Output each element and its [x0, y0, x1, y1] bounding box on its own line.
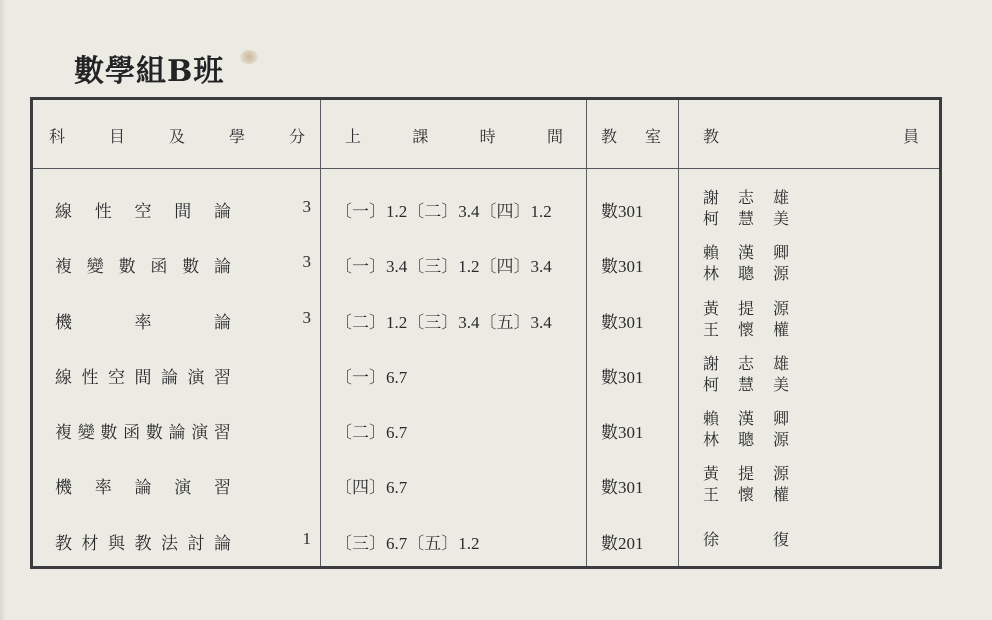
header-char: 員: [902, 127, 919, 146]
teacher-name: [703, 208, 789, 229]
table-row: [33, 408, 939, 448]
subject-char: 習: [213, 423, 231, 443]
subject-name: [55, 308, 231, 333]
subject-char: 與: [108, 534, 125, 554]
subject-char: 率: [134, 313, 152, 333]
subject-char: 空: [108, 368, 125, 388]
teacher-char: 權: [772, 485, 789, 504]
subject-char: 率: [94, 478, 112, 498]
table-row: [33, 463, 939, 503]
credit-value: 3: [302, 308, 311, 327]
class-schedule: 〔一〕6.7: [335, 368, 408, 387]
teacher-char: 聰: [737, 430, 754, 449]
subject-char: 機: [55, 478, 72, 498]
class-schedule: 〔三〕6.7〔五〕1.2: [335, 534, 480, 553]
teacher-char: 謝: [703, 188, 720, 207]
header-room: [601, 124, 661, 147]
table-row: [33, 353, 939, 393]
subject-char: 間: [174, 202, 192, 222]
subject-char: 材: [81, 534, 99, 554]
teacher-char: 源: [772, 430, 789, 449]
subject-name: [55, 197, 231, 222]
teacher-char: 賴: [703, 243, 720, 262]
teacher-char: 慧: [737, 375, 754, 394]
teacher-char: 權: [772, 320, 789, 339]
class-schedule: 〔四〕6.7: [335, 478, 408, 497]
credit-value: 3: [302, 252, 311, 271]
classroom: 數301: [601, 313, 644, 332]
teacher-char: 柯: [703, 209, 720, 228]
teacher-name: [703, 353, 789, 374]
class-schedule: 〔二〕1.2〔三〕3.4〔五〕3.4: [335, 313, 552, 332]
subject-char: 空: [134, 202, 152, 222]
teacher-list: [703, 187, 789, 229]
table-row: [33, 298, 939, 338]
subject-char: 論: [214, 313, 231, 333]
classroom: 數301: [601, 368, 644, 387]
teacher-name: [703, 429, 789, 450]
header-char: 時: [479, 127, 496, 146]
header-divider: [33, 168, 939, 169]
course-table: [30, 97, 942, 569]
subject-char: 間: [134, 368, 152, 388]
header-char: 分: [288, 127, 305, 146]
teacher-name: [703, 263, 789, 284]
subject-char: 論: [214, 202, 231, 222]
subject-name: [55, 363, 231, 388]
teacher-char: 謝: [703, 354, 720, 373]
subject-char: 論: [214, 534, 231, 554]
header-char: 課: [412, 127, 429, 146]
teacher-list: [703, 408, 789, 450]
teacher-char: 復: [772, 530, 789, 549]
teacher-list: [703, 353, 789, 395]
subject-char: 性: [94, 202, 112, 222]
subject-char: 變: [77, 423, 95, 443]
classroom: 數201: [601, 534, 644, 553]
header-subject-credit: [49, 124, 305, 147]
subject-char: 論: [168, 423, 186, 443]
teacher-char: 美: [772, 375, 789, 394]
header-teacher: [703, 124, 919, 147]
teacher-char: 源: [772, 299, 789, 318]
teacher-list: [703, 529, 789, 550]
teacher-char: 王: [703, 320, 720, 339]
subject-char: 數: [100, 423, 118, 443]
header-char: 室: [644, 127, 661, 146]
teacher-list: [703, 242, 789, 284]
header-char: 目: [108, 127, 125, 146]
subject-char: 論: [161, 368, 178, 388]
subject-char: 數: [145, 423, 163, 443]
classroom: 數301: [601, 478, 644, 497]
teacher-char: 漢: [737, 409, 754, 428]
teacher-char: 黃: [703, 464, 720, 483]
subject-name: [55, 529, 231, 554]
subject-char: 習: [214, 368, 231, 388]
subject-char: 複: [55, 257, 72, 277]
teacher-char: 源: [772, 464, 789, 483]
class-schedule: 〔二〕6.7: [335, 423, 408, 442]
teacher-name: [703, 408, 789, 429]
teacher-char: 源: [772, 264, 789, 283]
credit-value: 1: [302, 529, 311, 548]
header-schedule: [345, 124, 563, 147]
teacher-name: [703, 529, 789, 550]
subject-char: 數: [118, 257, 136, 277]
subject-char: 教: [55, 534, 72, 554]
class-schedule: 〔一〕3.4〔三〕1.2〔四〕3.4: [335, 257, 552, 276]
teacher-name: [703, 242, 789, 263]
subject-char: 變: [86, 257, 104, 277]
header-char: 間: [546, 127, 563, 146]
teacher-char: 志: [737, 354, 754, 373]
teacher-char: 卿: [772, 243, 789, 262]
paper-stain: [240, 50, 258, 64]
subject-char: 習: [214, 478, 231, 498]
table-row: [33, 242, 939, 282]
classroom: 數301: [601, 257, 644, 276]
header-char: 及: [168, 127, 185, 146]
page-title: 數學組B班: [74, 54, 225, 89]
teacher-list: [703, 463, 789, 505]
subject-name: [55, 252, 231, 277]
teacher-char: 雄: [772, 354, 789, 373]
teacher-list: [703, 298, 789, 340]
teacher-char: 柯: [703, 375, 720, 394]
teacher-char: 林: [703, 430, 720, 449]
subject-char: 性: [81, 368, 99, 388]
page-edge: [0, 0, 6, 620]
teacher-char: 聰: [737, 264, 754, 283]
teacher-name: [703, 484, 789, 505]
teacher-char: 林: [703, 264, 720, 283]
teacher-name: [703, 319, 789, 340]
subject-char: 線: [55, 368, 72, 388]
table-row: [33, 187, 939, 227]
subject-char: 函: [123, 423, 141, 443]
teacher-char: 慧: [737, 209, 754, 228]
teacher-name: [703, 298, 789, 319]
header-char: 科: [49, 127, 66, 146]
teacher-name: [703, 374, 789, 395]
subject-char: 演: [191, 423, 209, 443]
teacher-name: [703, 463, 789, 484]
teacher-char: 提: [737, 464, 754, 483]
subject-char: 函: [150, 257, 168, 277]
teacher-char: 志: [737, 188, 754, 207]
header-char: 學: [228, 127, 245, 146]
subject-char: 數: [182, 257, 200, 277]
subject-char: 演: [174, 478, 192, 498]
subject-char: 機: [55, 313, 72, 333]
classroom: 數301: [601, 423, 644, 442]
subject-char: 論: [213, 257, 231, 277]
teacher-char: 提: [737, 299, 754, 318]
subject-name: [55, 418, 231, 443]
header-char: 教: [703, 127, 720, 146]
teacher-char: 黃: [703, 299, 720, 318]
subject-char: 教: [134, 534, 152, 554]
teacher-char: 懷: [737, 320, 754, 339]
header-char: 上: [345, 127, 362, 146]
teacher-char: 卿: [772, 409, 789, 428]
subject-char: 論: [134, 478, 152, 498]
teacher-char: 雄: [772, 188, 789, 207]
subject-char: 討: [187, 534, 205, 554]
subject-char: 法: [161, 534, 178, 554]
subject-char: 複: [55, 423, 72, 443]
teacher-char: 美: [772, 209, 789, 228]
teacher-name: [703, 187, 789, 208]
teacher-char: 徐: [703, 530, 720, 549]
credit-value: 3: [302, 197, 311, 216]
subject-char: 線: [55, 202, 72, 222]
header-char: 教: [601, 127, 618, 146]
class-schedule: 〔一〕1.2〔二〕3.4〔四〕1.2: [335, 202, 552, 221]
teacher-char: [738, 529, 754, 550]
classroom: 數301: [601, 202, 644, 221]
table-row: [33, 519, 939, 559]
subject-char: 演: [187, 368, 205, 388]
teacher-char: 賴: [703, 409, 720, 428]
subject-name: [55, 473, 231, 498]
teacher-char: 漢: [737, 243, 754, 262]
teacher-char: 王: [703, 485, 720, 504]
teacher-char: 懷: [737, 485, 754, 504]
